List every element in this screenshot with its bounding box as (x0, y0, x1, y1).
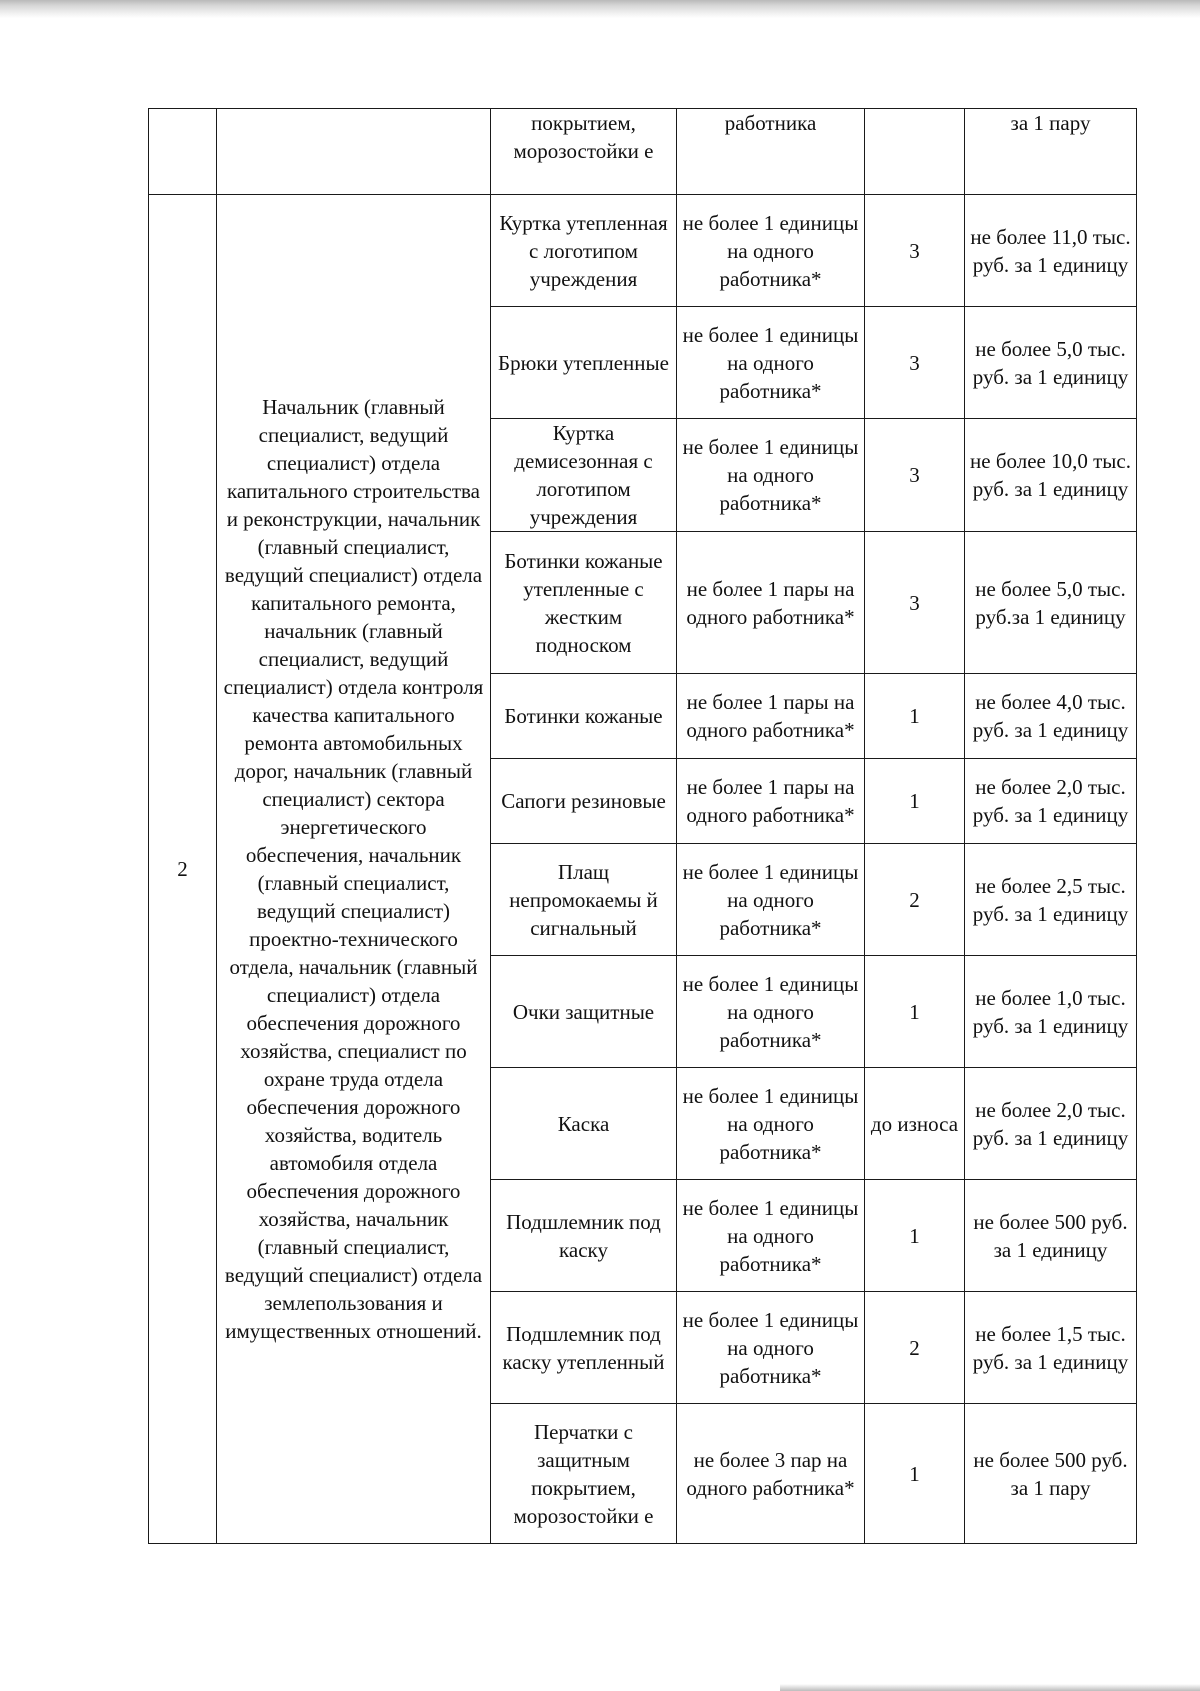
norm-cell: не более 3 пар на одного работника* (677, 1404, 865, 1544)
period-cell (865, 109, 965, 195)
price-cell: не более 500 руб. за 1 единицу (965, 1180, 1137, 1292)
norm-cell: не более 1 единицы на одного работника* (677, 1292, 865, 1404)
item-cell: Подшлемник под каску (491, 1180, 677, 1292)
period-cell: 3 (865, 195, 965, 307)
period-cell: 3 (865, 307, 965, 419)
norm-cell: не более 1 единицы на одного работника* (677, 844, 865, 956)
item-cell: Брюки утепленные (491, 307, 677, 419)
price-cell: не более 1,0 тыс. руб. за 1 единицу (965, 956, 1137, 1068)
norm-cell: работника (677, 109, 865, 195)
period-cell: 2 (865, 844, 965, 956)
item-cell: Каска (491, 1068, 677, 1180)
period-cell: 1 (865, 1404, 965, 1544)
item-cell: Плащ непромокаемы й сигнальный (491, 844, 677, 956)
position-list-cell: Начальник (главный специалист, ведущий специалист) отдела капитального строительства и реконструкции, начальник (главный специалист, ведущий специалист) отдела капитального ремонта, начальник (главный специалист, ведущий специалист) отдела контроля качества капитального ремонта автомобильных дорог, начальник (главный специалист) сектора энергетического обеспечения, начальник (главный специалист, ведущий специалист) проектно-технического отдела, начальник (главный специалист) отдела обеспечения дорожного хозяйства, специалист по охране труда отдела обеспечения дорожного хозяйства, водитель автомобиля отдела обеспечения дорожного хозяйства, начальник (главный специалист, ведущий специалист) отдела землепользования и имущественных отношений. (217, 195, 491, 1544)
item-cell: Ботинки кожаные (491, 674, 677, 759)
item-cell: покрытием, морозостойки е (491, 109, 677, 195)
item-cell: Очки защитные (491, 956, 677, 1068)
row-number-cell (149, 109, 217, 195)
price-cell: не более 500 руб. за 1 пару (965, 1404, 1137, 1544)
item-cell: Куртка демисезонная с логотипом учреждения (491, 419, 677, 532)
price-cell: не более 2,0 тыс. руб. за 1 единицу (965, 759, 1137, 844)
table-row (149, 109, 1137, 195)
position-cell (217, 109, 491, 195)
period-cell: 1 (865, 1180, 965, 1292)
item-cell: Перчатки с защитным покрытием, морозостойки е (491, 1404, 677, 1544)
period-cell: 1 (865, 759, 965, 844)
price-cell: не более 10,0 тыс. руб. за 1 единицу (965, 419, 1137, 532)
norm-cell: не более 1 пары на одного работника* (677, 532, 865, 674)
period-cell: 3 (865, 532, 965, 674)
period-cell: до износа (865, 1068, 965, 1180)
period-cell: 1 (865, 956, 965, 1068)
equipment-norms-table (148, 108, 1137, 1544)
price-cell: не более 4,0 тыс. руб. за 1 единицу (965, 674, 1137, 759)
item-cell: Куртка утепленная с логотипом учреждения (491, 195, 677, 307)
price-cell: не более 5,0 тыс. руб. за 1 единицу (965, 307, 1137, 419)
norm-cell: не более 1 единицы на одного работника* (677, 195, 865, 307)
norm-cell: не более 1 единицы на одного работника* (677, 419, 865, 532)
price-cell: не более 5,0 тыс. руб.за 1 единицу (965, 532, 1137, 674)
norm-cell: не более 1 единицы на одного работника* (677, 956, 865, 1068)
scan-edge-bottom (780, 1684, 1200, 1691)
price-cell: не более 2,0 тыс. руб. за 1 единицу (965, 1068, 1137, 1180)
norm-cell: не более 1 пары на одного работника* (677, 759, 865, 844)
period-cell: 1 (865, 674, 965, 759)
item-cell: Сапоги резиновые (491, 759, 677, 844)
norm-cell: не более 1 единицы на одного работника* (677, 1180, 865, 1292)
period-cell: 3 (865, 419, 965, 532)
norm-cell: не более 1 пары на одного работника* (677, 674, 865, 759)
item-cell: Подшлемник под каску утепленный (491, 1292, 677, 1404)
norm-cell: не более 1 единицы на одного работника* (677, 307, 865, 419)
item-cell: Ботинки кожаные утепленные с жестким подноском (491, 532, 677, 674)
price-cell: не более 1,5 тыс. руб. за 1 единицу (965, 1292, 1137, 1404)
table-row (149, 195, 1137, 307)
price-cell: за 1 пару (965, 109, 1137, 195)
period-cell: 2 (865, 1292, 965, 1404)
scan-edge-top (0, 0, 1200, 18)
norm-cell: не более 1 единицы на одного работника* (677, 1068, 865, 1180)
price-cell: не более 11,0 тыс. руб. за 1 единицу (965, 195, 1137, 307)
price-cell: не более 2,5 тыс. руб. за 1 единицу (965, 844, 1137, 956)
group-number-cell: 2 (149, 195, 217, 1544)
